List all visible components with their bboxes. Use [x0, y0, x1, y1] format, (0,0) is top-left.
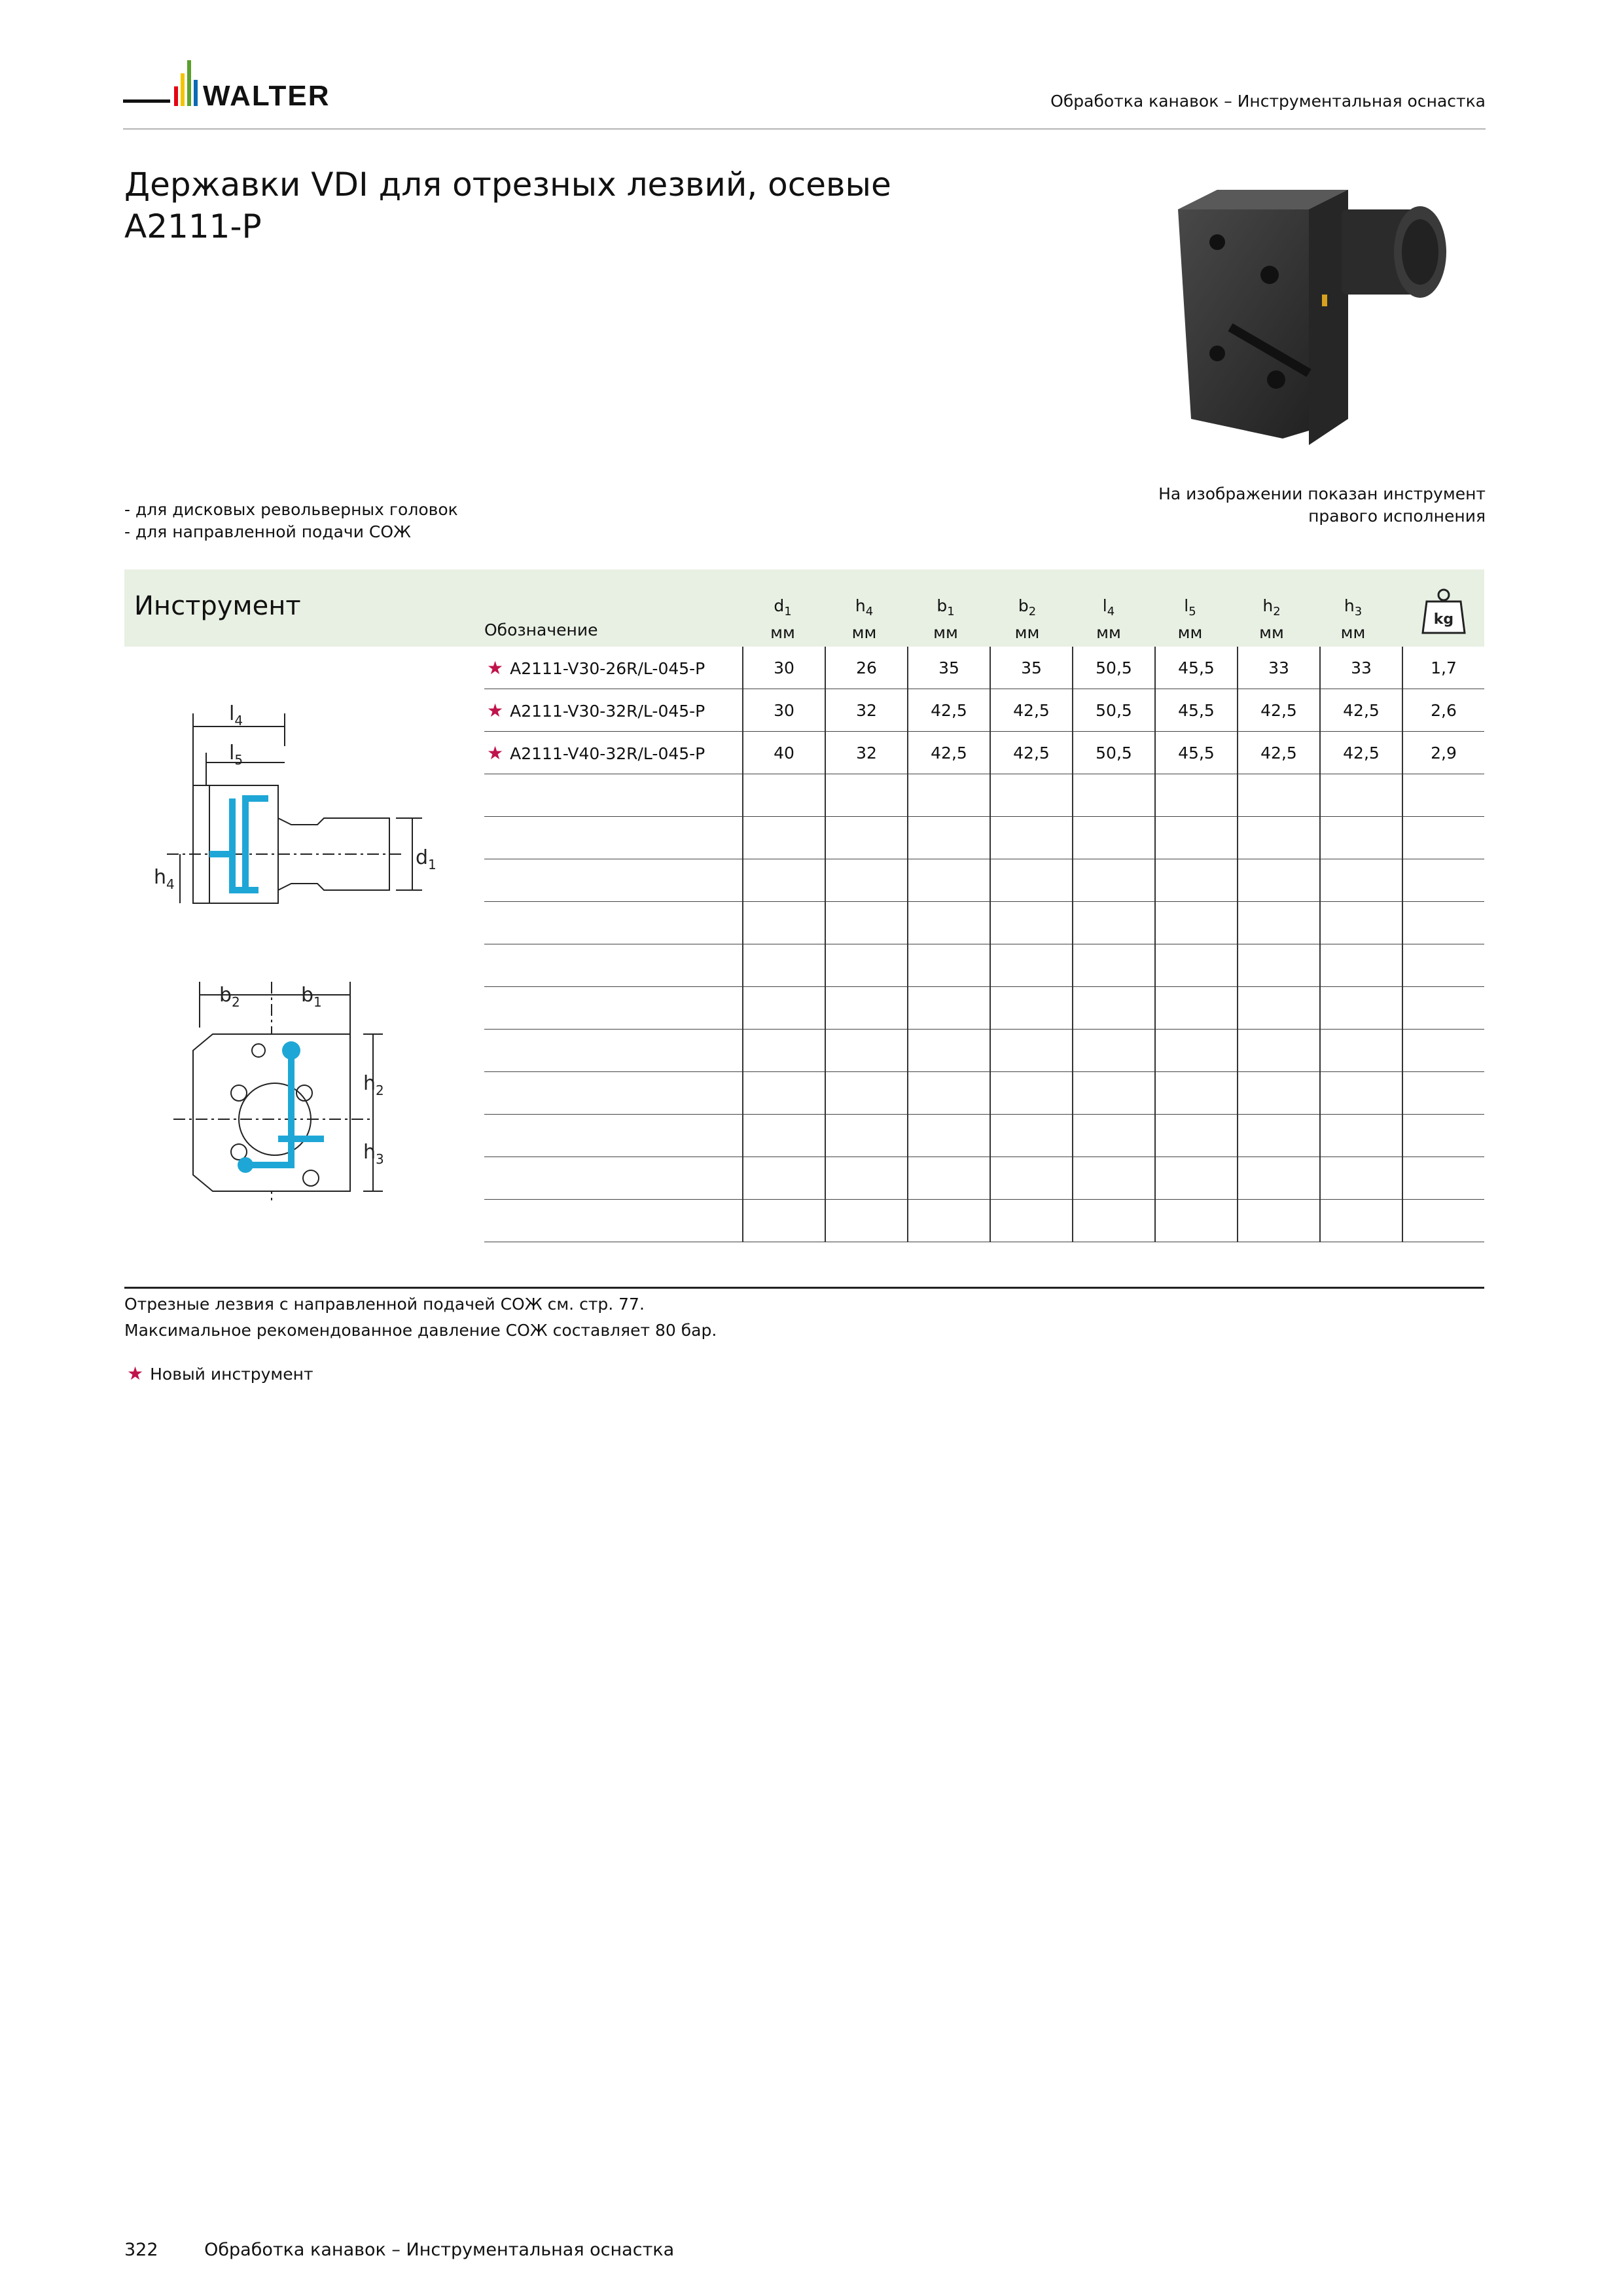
svg-text:h4: $h_4$: [154, 866, 175, 892]
column-symbol: $b_2$: [1018, 596, 1037, 619]
column-unit: мм: [933, 623, 958, 642]
new-tool-legend: [124, 1363, 313, 1384]
designation-cell: [484, 647, 743, 689]
column-symbol: $b_1$: [936, 596, 955, 619]
page-footer: [124, 2240, 674, 2260]
column-unit: мм: [1096, 623, 1121, 642]
note-blades: Отрезные лезвия с направленной подачей СОЖ см. стр. 77.: [124, 1295, 645, 1314]
title-line-1: Державки VDI для отрезных лезвий, осевые: [124, 166, 891, 204]
table-row-empty: [484, 944, 1484, 987]
column-symbol: $d_1$: [774, 596, 792, 619]
title-line-2: A2111-P: [124, 207, 262, 245]
value-cell: 35: [908, 647, 990, 689]
column-symbol: $l_4$: [1102, 596, 1115, 619]
column-header: [987, 596, 1068, 643]
caption-line-2: правого исполнения: [1308, 507, 1486, 526]
column-unit: мм: [770, 623, 795, 642]
column-unit: мм: [1259, 623, 1284, 642]
value-cell: 42,5: [1238, 689, 1320, 732]
column-symbol: $h_4$: [855, 596, 874, 619]
value-cell: 26: [825, 647, 908, 689]
value-cell: 50,5: [1073, 732, 1155, 774]
value-cell: 45,5: [1155, 689, 1238, 732]
column-header: [1150, 596, 1231, 643]
value-cell: 42,5: [990, 732, 1073, 774]
designation-text: A2111-V30-32R/L-045-P: [510, 701, 705, 721]
new-tool-star-icon: ★: [127, 1363, 144, 1384]
new-tool-star-icon: ★: [487, 656, 504, 679]
table-row-empty: [484, 774, 1484, 817]
svg-text:h2: $h_2$: [363, 1072, 384, 1098]
column-symbol: $h_2$: [1262, 596, 1281, 619]
value-cell: 45,5: [1155, 647, 1238, 689]
header-section-title: Обработка канавок – Инструментальная оснастка: [1050, 92, 1486, 111]
column-header: [824, 596, 905, 643]
svg-text:d1: $d_1$: [416, 846, 437, 872]
value-cell: 42,5: [908, 689, 990, 732]
data-table: [484, 647, 1484, 1242]
footer-section: Обработка канавок – Инструментальная оснастка: [204, 2240, 675, 2260]
technical-drawing: [147, 694, 474, 1230]
table-row: [484, 647, 1484, 689]
feature-item: - для дисковых револьверных головок: [124, 500, 458, 519]
svg-text:h3: $h_3$: [363, 1141, 384, 1167]
value-cell: 2,9: [1402, 732, 1484, 774]
image-caption: [1158, 483, 1486, 528]
designation-cell: [484, 732, 743, 774]
designation-header: Обозначение: [484, 620, 598, 639]
page-title: [124, 164, 891, 247]
brand-text: WALTER: [203, 80, 330, 112]
value-cell: 30: [743, 647, 825, 689]
feature-item: - для направленной подачи СОЖ: [124, 522, 411, 541]
table-row-empty: [484, 1157, 1484, 1200]
column-unit: мм: [851, 623, 877, 642]
page-number: 322: [124, 2240, 158, 2260]
value-cell: 42,5: [1320, 689, 1402, 732]
table-row: [484, 732, 1484, 774]
header-divider: [123, 128, 1486, 130]
table-row-empty: [484, 902, 1484, 944]
column-header: [1231, 596, 1312, 643]
column-symbol: $h_3$: [1344, 596, 1363, 619]
column-unit: мм: [1177, 623, 1203, 642]
value-cell: 42,5: [990, 689, 1073, 732]
svg-text:l5: $l_5$: [229, 742, 243, 768]
value-cell: 50,5: [1073, 647, 1155, 689]
walter-logo: [123, 60, 398, 119]
tool-holder-photo: [1178, 157, 1492, 465]
table-row-empty: [484, 859, 1484, 902]
new-tool-star-icon: ★: [487, 699, 504, 721]
value-cell: 1,7: [1402, 647, 1484, 689]
column-header: [1313, 596, 1394, 643]
feature-list: [124, 499, 458, 543]
column-header: [742, 596, 823, 643]
table-row-empty: [484, 1072, 1484, 1115]
value-cell: 33: [1320, 647, 1402, 689]
value-cell: 42,5: [1320, 732, 1402, 774]
column-header: [1068, 596, 1149, 643]
svg-text:l4: $l_4$: [229, 702, 243, 728]
column-unit: мм: [1340, 623, 1366, 642]
svg-text:b2: $b_2$: [219, 984, 240, 1010]
column-unit: мм: [1014, 623, 1040, 642]
table-row-empty: [484, 817, 1484, 859]
value-cell: 2,6: [1402, 689, 1484, 732]
new-tool-star-icon: ★: [487, 742, 504, 764]
value-cell: 45,5: [1155, 732, 1238, 774]
column-header: [905, 596, 986, 643]
value-cell: 30: [743, 689, 825, 732]
new-tool-label: Новый инструмент: [150, 1365, 313, 1384]
weight-icon: [1412, 586, 1475, 638]
value-cell: 42,5: [908, 732, 990, 774]
value-cell: 32: [825, 732, 908, 774]
table-row-empty: [484, 1030, 1484, 1072]
value-cell: 33: [1238, 647, 1320, 689]
designation-text: A2111-V30-26R/L-045-P: [510, 658, 705, 678]
svg-text:b1: $b_1$: [301, 984, 322, 1010]
caption-line-1: На изображении показан инструмент: [1158, 484, 1486, 503]
table-row-empty: [484, 987, 1484, 1030]
value-cell: 42,5: [1238, 732, 1320, 774]
table-row: [484, 689, 1484, 732]
section-title: Инструмент: [134, 591, 301, 621]
column-symbol: $l_5$: [1184, 596, 1196, 619]
table-row-empty: [484, 1200, 1484, 1242]
designation-text: A2111-V40-32R/L-045-P: [510, 744, 705, 763]
table-bottom-rule: [124, 1287, 1484, 1289]
designation-cell: [484, 689, 743, 732]
value-cell: 35: [990, 647, 1073, 689]
value-cell: 50,5: [1073, 689, 1155, 732]
table-row-empty: [484, 1115, 1484, 1157]
svg-text:kg: kg: [1433, 611, 1454, 628]
note-pressure: Максимальное рекомендованное давление СОЖ составляет 80 бар.: [124, 1321, 717, 1340]
value-cell: 32: [825, 689, 908, 732]
value-cell: 40: [743, 732, 825, 774]
